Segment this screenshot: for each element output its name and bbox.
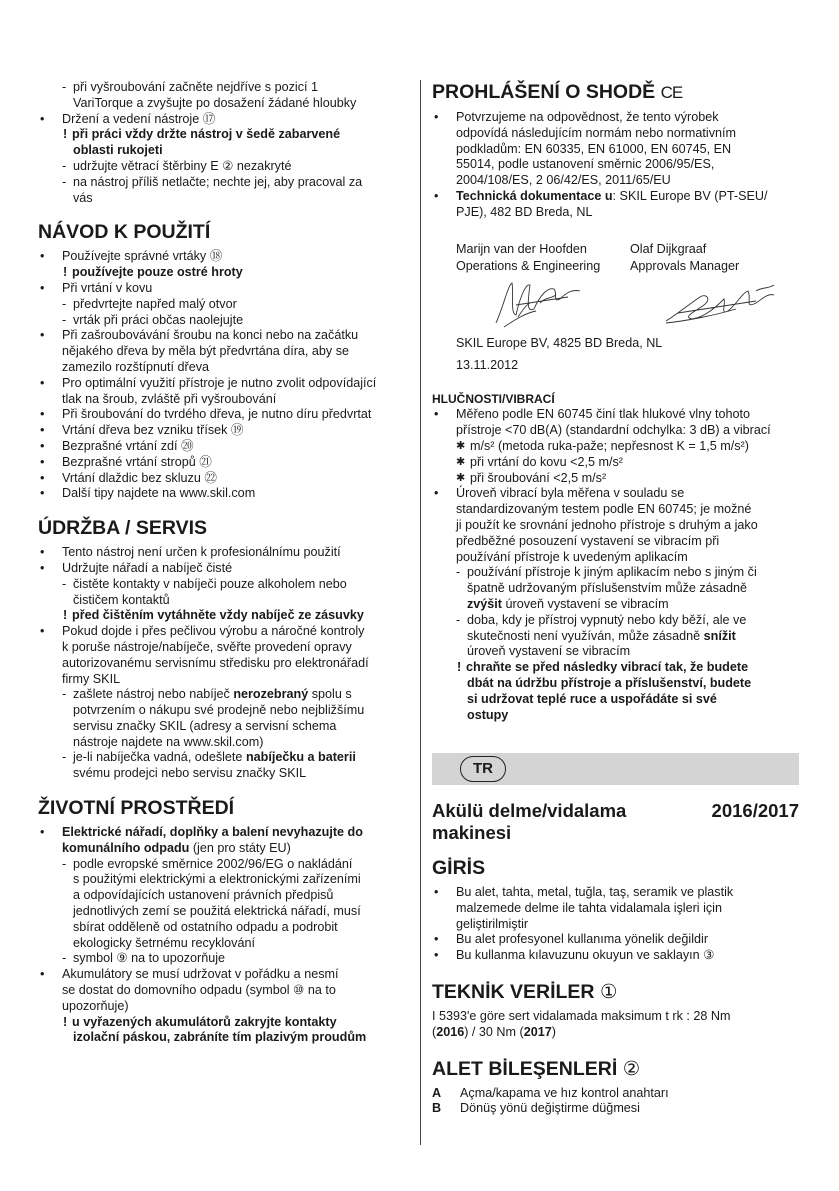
text-line-content xyxy=(456,660,748,674)
signature-1-icon xyxy=(496,283,580,327)
text-line xyxy=(38,936,404,952)
line-text: vás xyxy=(73,190,93,205)
text-line xyxy=(38,750,404,766)
text-line xyxy=(38,719,404,735)
company-line: SKIL Europe BV, 4825 BD Breda, NL xyxy=(456,335,663,350)
line-text: ji použít ke srovnání jednoho přístroje s druhým a jako xyxy=(456,517,758,532)
text-line xyxy=(38,344,404,360)
line-text: 2004/108/ES, 2 06/42/ES, 2011/65/EU xyxy=(456,173,671,188)
text-line xyxy=(38,265,404,281)
text-line xyxy=(38,841,404,857)
text-line xyxy=(38,175,404,191)
text-line xyxy=(38,857,404,873)
line-text: Bezprašné vrtání zdí ⑳ xyxy=(62,438,194,453)
heading-teknik xyxy=(432,980,804,1004)
bold-text: nabíječku a baterii xyxy=(245,750,356,765)
text-line xyxy=(432,518,804,534)
text-line xyxy=(38,656,404,672)
line-text: Udržujte nářadí a nabíječ čisté xyxy=(62,560,233,575)
text-line xyxy=(38,328,404,344)
signer-1-role: Operations & Engineering xyxy=(456,258,601,273)
text-line xyxy=(38,593,404,609)
teknik-list xyxy=(432,1009,804,1041)
text-line xyxy=(38,96,404,112)
line-text: skutečnosti není využíván, může zásadně xyxy=(467,628,704,643)
text-line-content xyxy=(62,951,225,965)
text-line-content xyxy=(62,159,291,173)
signatures xyxy=(456,275,804,335)
text-line xyxy=(38,376,404,392)
text-line xyxy=(432,126,804,142)
text-line xyxy=(38,1015,404,1031)
text-line xyxy=(38,999,404,1015)
line-text: je-li nabíječka vadná, odešlete xyxy=(73,750,246,765)
heading-shoda-text: PROHLÁŠENÍ O SHODĚ xyxy=(432,81,656,103)
line-text: autorizovanému servisnímu středisku pro elektronářadí xyxy=(62,655,369,670)
line-text: odpovídá následujícím normám nebo normativním xyxy=(456,125,737,140)
line-text: jednotlivých zemí se použitá elektrická nářadí, musí xyxy=(73,904,361,919)
line-text: u vyřazených akumulátorů zakryjte kontakty xyxy=(72,1014,337,1029)
line-text: servisu značky SKIL (adresy a servisní schema xyxy=(73,718,337,733)
text-line xyxy=(432,157,804,173)
line-text: ( xyxy=(432,1024,437,1039)
component-item xyxy=(432,1086,804,1102)
text-line xyxy=(432,1025,804,1041)
text-line xyxy=(38,577,404,593)
line-text: čističem kontaktů xyxy=(73,592,170,607)
line-text: zamezilo rozštípnutí dřeva xyxy=(62,359,209,374)
giris-list xyxy=(432,885,804,964)
text-line-content xyxy=(62,750,356,764)
line-text: Používejte správné vrtáky ⑱ xyxy=(62,249,223,264)
line-text: (jen pro státy EU) xyxy=(189,840,291,855)
text-line xyxy=(432,917,804,933)
bold-text: zvýšit xyxy=(467,596,503,611)
line-text: k poruše nástroje/nabíječe, svěřte provedení opravy xyxy=(62,639,352,654)
alet-ref-number: ② xyxy=(622,1057,641,1080)
heading-teknik-text: TEKNİK VERİLER xyxy=(432,980,595,1003)
text-line xyxy=(38,281,404,297)
text-line xyxy=(38,766,404,782)
line-text: ostupy xyxy=(467,707,509,722)
text-line xyxy=(432,676,804,692)
bold-text: komunálního odpadu xyxy=(62,840,190,855)
text-line xyxy=(38,735,404,751)
text-line xyxy=(38,80,404,96)
text-line xyxy=(38,127,404,143)
text-line xyxy=(432,692,804,708)
heading-navod: NÁVOD K POUŽITÍ xyxy=(38,221,211,244)
signer-roles xyxy=(456,258,804,275)
line-text: předběžné posouzení vystavení se vibracím při xyxy=(456,533,720,548)
bold-text: 2017 xyxy=(523,1024,552,1039)
text-line-content xyxy=(456,439,749,453)
text-line-content xyxy=(62,80,318,94)
text-line xyxy=(38,608,404,624)
line-text: I 5393'e göre sert vidalamada maksimum t rk : 28 Nm xyxy=(432,1008,731,1023)
declaration-date: 13.11.2012 xyxy=(456,357,519,372)
hluk-list xyxy=(432,407,804,723)
product-title xyxy=(432,800,799,844)
line-text: na nástroj příliš netlačte; nechte jej, aby pracoval za xyxy=(73,174,363,189)
line-text: Bu kullanma kılavuzunu okuyun ve saklayın ③ xyxy=(456,948,715,963)
right-column xyxy=(432,80,804,723)
line-text: oblasti rukojeti xyxy=(73,143,163,158)
text-line xyxy=(432,189,804,205)
line-text: úroveň vystavení se vibracím xyxy=(502,596,669,611)
line-text: Vrtání dřeva bez vzniku třísek ⑲ xyxy=(62,423,244,438)
signer-2-role: Approvals Manager xyxy=(630,258,740,273)
text-line xyxy=(432,581,804,597)
text-line xyxy=(432,110,804,126)
line-text: Bu alet profesyonel kullanıma yönelik değildir xyxy=(456,932,709,947)
line-text: zašlete nástroj nebo nabíječ xyxy=(73,687,234,702)
line-text: podkladům: EN 60335, EN 61000, EN 60745, EN xyxy=(456,141,732,156)
product-title-line-2: makinesi xyxy=(432,822,512,843)
text-line xyxy=(38,392,404,408)
line-text: Držení a vedení nástroje ⑰ xyxy=(62,111,216,126)
line-text: dbát na údržbu přístroje a příslušenství, budete xyxy=(467,675,752,690)
line-text: podle evropské směrnice 2002/96/EG o nakládání xyxy=(73,856,353,871)
line-text: upozorňuje) xyxy=(62,998,129,1013)
line-text: sbírat odděleně od ostatního odpadu a podrobit xyxy=(73,919,338,934)
text-line-content xyxy=(62,313,243,327)
text-line xyxy=(38,191,404,207)
line-text: Tento nástroj není určen k profesionálnímu použití xyxy=(62,545,341,560)
alet-list xyxy=(432,1086,804,1118)
line-text: si udržovat teplé ruce a uspořádáte si své xyxy=(467,691,717,706)
line-text: spolu s xyxy=(308,687,352,702)
text-line xyxy=(38,951,404,967)
text-line xyxy=(38,297,404,313)
line-text: potvrzením o nákupu své prodejně nebo nejbližšímu xyxy=(73,703,365,718)
text-line xyxy=(432,455,804,471)
text-line xyxy=(38,672,404,688)
text-line-content xyxy=(62,608,364,622)
text-line-content xyxy=(62,297,237,311)
text-line xyxy=(38,423,404,439)
text-line xyxy=(432,423,804,439)
line-text: udržujte větrací štěrbiny E ② nezakryté xyxy=(73,158,292,173)
text-line-content xyxy=(62,127,340,141)
text-line xyxy=(38,904,404,920)
text-line xyxy=(432,486,804,502)
line-text: malzemede delme ile tahta vidalamala işleri için xyxy=(456,900,722,915)
text-line xyxy=(38,143,404,159)
line-text: před čištěním vytáhněte vždy nabíječ ze zásuvky xyxy=(72,608,364,623)
bold-text: Technická dokumentace u xyxy=(456,188,613,203)
line-text: Akumulátory se musí udržovat v pořádku a nesmí xyxy=(62,967,339,982)
text-line xyxy=(432,471,804,487)
line-text: 55014, podle ustanovení směrnic 2006/95/ES, xyxy=(456,157,715,172)
bold-text: nerozebraný xyxy=(233,687,309,702)
product-models: 2016/2017 xyxy=(711,800,799,821)
text-line-content xyxy=(62,175,362,189)
heading-shoda xyxy=(432,80,804,105)
text-line xyxy=(38,407,404,423)
text-line xyxy=(432,502,804,518)
line-text: při práci vždy držte nástroj v šedě zabarvené xyxy=(72,127,341,142)
text-line xyxy=(432,932,804,948)
line-text: špatně udržovaným příslušenstvím může zásadně xyxy=(467,581,747,596)
line-text: m/s² (metoda ruka-paže; nepřesnost K = 1,5 m/s²) xyxy=(470,438,749,453)
text-line xyxy=(432,565,804,581)
text-line xyxy=(38,471,404,487)
text-line xyxy=(38,455,404,471)
navod-list xyxy=(38,249,404,502)
line-text: Úroveň vibrací byla měřena v souladu se xyxy=(456,486,685,501)
ce-mark-icon: CE xyxy=(660,83,683,102)
text-line xyxy=(432,1009,804,1025)
text-line xyxy=(38,983,404,999)
line-text: ekologicky šetrnému recyklování xyxy=(73,935,255,950)
text-line xyxy=(38,439,404,455)
text-line xyxy=(38,486,404,502)
column-divider xyxy=(420,80,421,1145)
text-line xyxy=(432,550,804,566)
teknik-ref-number: ① xyxy=(599,980,618,1003)
component-label: Açma/kapama ve hız kontrol anahtarı xyxy=(460,1085,669,1100)
text-line xyxy=(38,249,404,265)
text-line xyxy=(38,872,404,888)
line-text: předvrtejte napřed malý otvor xyxy=(73,296,237,311)
component-item xyxy=(432,1101,804,1117)
product-title-line-1: Akülü delme/vidalama xyxy=(432,800,627,821)
line-text: chraňte se před následky vibrací tak, že budete xyxy=(466,660,749,675)
line-text: Bezprašné vrtání stropů ㉑ xyxy=(62,454,212,469)
line-text: ) xyxy=(551,1024,556,1039)
text-line xyxy=(432,407,804,423)
signatures-block xyxy=(432,241,804,374)
text-line xyxy=(432,439,804,455)
text-line xyxy=(432,660,804,676)
text-line-content xyxy=(456,455,623,469)
heading-prostredi: ŽIVOTNÍ PROSTŘEDÍ xyxy=(38,797,235,820)
line-text: VariTorque a zvyšujte po dosažení žádané hloubky xyxy=(73,95,357,110)
text-line-content xyxy=(456,613,746,627)
prostredi-list xyxy=(38,825,404,1046)
line-text: tlak na šroub, zvláště při vyšroubování xyxy=(62,391,277,406)
text-line xyxy=(38,624,404,640)
line-text: doba, kdy je přístroj vypnutý nebo kdy běží, ale ve xyxy=(467,612,747,627)
text-line xyxy=(432,534,804,550)
language-badge: TR xyxy=(460,756,506,782)
line-text: úroveň vystavení se vibracím xyxy=(467,644,631,659)
text-line xyxy=(432,597,804,613)
text-line xyxy=(432,885,804,901)
text-line xyxy=(38,112,404,128)
text-line-content xyxy=(62,687,352,701)
text-line xyxy=(38,703,404,719)
line-text: firmy SKIL xyxy=(62,671,121,686)
line-text: svému prodejci nebo servisu značky SKIL xyxy=(73,766,307,781)
signer-2-name: Olaf Dijkgraaf xyxy=(630,241,707,256)
text-line xyxy=(38,967,404,983)
bold-text: snížit xyxy=(703,628,736,643)
text-line xyxy=(38,313,404,329)
text-line-content xyxy=(62,577,347,591)
text-line xyxy=(38,159,404,175)
udrzba-list xyxy=(38,545,404,782)
text-line-content xyxy=(62,857,352,871)
component-key: A xyxy=(432,1085,442,1100)
heading-hluk: HLUČNOSTI/VIBRACÍ xyxy=(432,391,555,406)
line-text: Měřeno podle EN 60745 činí tlak hlukové vlny tohoto xyxy=(456,407,751,422)
shoda-list xyxy=(432,110,804,221)
heading-alet-text: ALET BİLEŞENLERİ xyxy=(432,1057,618,1080)
text-line xyxy=(432,173,804,189)
text-line xyxy=(432,205,804,221)
line-text: Vrtání dlaždic bez skluzu ㉒ xyxy=(62,470,217,485)
text-line xyxy=(432,948,804,964)
line-text: používejte pouze ostré hroty xyxy=(72,265,243,280)
signer-1-name: Marijn van der Hoofden xyxy=(456,241,587,256)
line-text: se dostat do domovního odpadu (symbol ⑩ na to xyxy=(62,983,336,998)
language-bar xyxy=(432,753,799,785)
intro-list xyxy=(38,80,404,206)
line-text: Potvrzujeme na odpovědnost, že tento výrobek xyxy=(456,110,719,124)
line-text: Při vrtání v kovu xyxy=(62,280,153,295)
heading-alet xyxy=(432,1057,804,1081)
text-line xyxy=(38,360,404,376)
signature-2-icon xyxy=(666,285,774,323)
text-line xyxy=(432,901,804,917)
line-text: Při šroubování do tvrdého dřeva, je nutno díru předvrtat xyxy=(62,407,372,422)
text-line-content xyxy=(456,471,606,485)
line-text: přístroje <70 dB(A) (standardní odchylka: 3 dB) a vibrací xyxy=(456,423,771,438)
text-line xyxy=(38,687,404,703)
line-text: PJE), 482 BD Breda, NL xyxy=(456,204,593,219)
component-label: Dönüş yönü değiştirme düğmesi xyxy=(460,1101,640,1116)
line-text: Další tipy najdete na www.skil.com xyxy=(62,486,256,501)
line-text: a odpovídajících ustanovení právních předpisů xyxy=(73,888,334,903)
line-text: Bu alet, tahta, metal, tuğla, taş, seramik ve plastik xyxy=(456,885,734,899)
text-line xyxy=(432,708,804,724)
line-text: Pokud dojde i přes pečlivou výrobu a náročné kontroly xyxy=(62,624,365,639)
line-text: při vyšroubování začněte nejdříve s pozicí 1 xyxy=(73,80,319,94)
line-text: : SKIL Europe BV (PT-SEU/ xyxy=(612,188,768,203)
text-line-content xyxy=(456,565,757,579)
heading-udrzba: ÚDRŽBA / SERVIS xyxy=(38,517,208,540)
line-text: ) / 30 Nm ( xyxy=(464,1024,524,1039)
tr-section xyxy=(432,856,804,1117)
bold-text: 2016 xyxy=(436,1024,465,1039)
signer-names xyxy=(456,241,804,258)
text-line xyxy=(38,888,404,904)
line-text: Pro optimální využití přístroje je nutno zvolit odpovídající xyxy=(62,375,377,390)
text-line-content xyxy=(62,265,243,279)
text-line xyxy=(38,545,404,561)
text-line xyxy=(432,613,804,629)
text-line xyxy=(38,1030,404,1046)
line-text: používání přístroje k uvedeným aplikacím xyxy=(456,549,688,564)
text-line xyxy=(38,825,404,841)
line-text: při šroubování <2,5 m/s² xyxy=(470,470,607,485)
line-text: nástroje najdete na www.skil.com) xyxy=(73,734,264,749)
text-line-content xyxy=(62,1015,337,1029)
line-text: symbol ⑨ na to upozorňuje xyxy=(73,951,226,966)
heading-giris: GİRİS xyxy=(432,857,486,879)
line-text: Při zašroubovávání šroubu na konci nebo na začátku xyxy=(62,328,359,343)
line-text: při vrtání do kovu <2,5 m/s² xyxy=(470,454,623,469)
left-column xyxy=(38,80,404,1046)
text-line xyxy=(432,629,804,645)
line-text: izolační páskou, zabráníte tím plazivým proudům xyxy=(73,1030,367,1045)
text-line xyxy=(38,561,404,577)
text-line xyxy=(432,142,804,158)
component-key: B xyxy=(432,1101,442,1116)
line-text: používání přístroje k jiným aplikacím nebo s jiným či xyxy=(467,565,757,580)
line-text: čistěte kontakty v nabíječi pouze alkoholem nebo xyxy=(73,576,347,591)
bold-text: Elektrické nářadí, doplňky a balení nevyhazujte do xyxy=(62,825,363,840)
line-text: vrták při práci občas naolejujte xyxy=(73,312,244,327)
text-line xyxy=(38,640,404,656)
text-line xyxy=(38,920,404,936)
text-line xyxy=(432,644,804,660)
signature-graphics xyxy=(456,275,816,335)
line-text: standardizovaným testem podle EN 60745; je možné xyxy=(456,502,752,517)
line-text: nějakého dřeva by měla být předvrtána díra, aby se xyxy=(62,344,350,359)
line-text: s použitými elektrickými a elektronickými zařízeními xyxy=(73,872,361,887)
line-text: geliştirilmiştir xyxy=(456,916,529,931)
